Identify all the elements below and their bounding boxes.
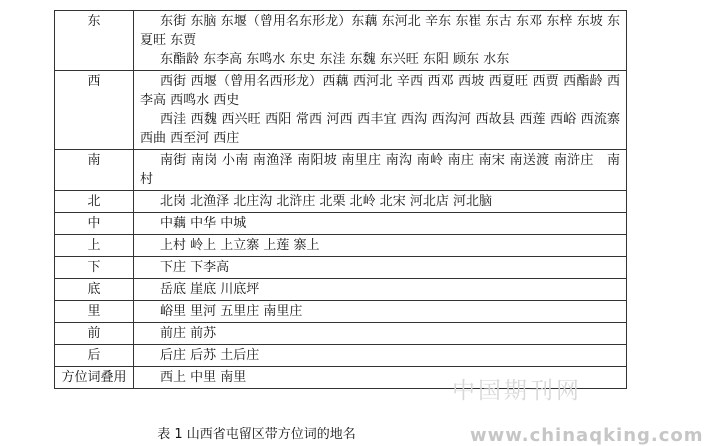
- table-row: [55, 11, 627, 71]
- table-caption: 表 1 山西省屯留区带方位词的地名: [157, 427, 356, 442]
- place-name-table: [54, 10, 627, 389]
- place-names-line: 西洼 西魏 西兴旺 西阳 常西 河西 西丰宜 西沟 西沟河 西故县 西莲 西峪 西流寨 西曲 西至河 西庄: [140, 112, 620, 146]
- watermark-url: www.chinaqking.com: [470, 425, 704, 446]
- place-names-line: 中藕 中华 中城: [160, 216, 247, 231]
- place-names-cell: [134, 150, 627, 191]
- place-names-line: 后庄 后苏 土后庄: [160, 348, 260, 363]
- direction-word-cell: 东: [55, 11, 134, 71]
- table-row: [55, 279, 627, 301]
- table-row: [55, 150, 627, 191]
- direction-word-cell: 南: [55, 150, 134, 191]
- place-names-cell: [134, 213, 627, 235]
- place-names-cell: [134, 191, 627, 213]
- direction-word-cell: 后: [55, 345, 134, 367]
- direction-word-cell: 底: [55, 279, 134, 301]
- place-names-line: 前庄 前苏: [160, 326, 217, 341]
- place-names-line: 东街 东脑 东堰（曾用名东形龙）东藕 东河北 辛东 东崔 东古 东邓 东梓 东坡 东夏旺 东贾: [140, 14, 620, 48]
- direction-word-cell: 中: [55, 213, 134, 235]
- place-names-line: 南街 南岗 小南 南渔泽 南阳坡 南里庄 南沟 南岭 南庄 南宋 南送渡 南浒庄 南村: [140, 153, 620, 187]
- place-names-line: 东酯龄 东李高 东鸣水 东史 东洼 东魏 东兴旺 东阳 顾东 水东: [160, 52, 510, 67]
- direction-word-cell: 方位词叠用: [55, 367, 134, 389]
- place-names-cell: [134, 345, 627, 367]
- place-names-line: 下庄 下李高: [160, 260, 230, 275]
- place-names-line: 上村 岭上 上立寨 上莲 寨上: [160, 238, 320, 253]
- table-row: [55, 213, 627, 235]
- table-row: [55, 257, 627, 279]
- place-names-line: 北岗 北渔泽 北庄沟 北浒庄 北栗 北岭 北宋 河北店 河北脑: [160, 194, 493, 209]
- direction-word-cell: 北: [55, 191, 134, 213]
- table-row: [55, 345, 627, 367]
- place-names-line: 西街 西堰（曾用名西形龙）西藕 西河北 辛西 西邓 西坡 西夏旺 西贾 西酯龄 西李高 西鸣水 西史: [140, 74, 620, 108]
- place-names-cell: [134, 11, 627, 71]
- table-row: [55, 71, 627, 150]
- place-names-line: 西上 中里 南里: [160, 370, 247, 385]
- table-row: [55, 323, 627, 345]
- table-row: [55, 235, 627, 257]
- direction-word-cell: 里: [55, 301, 134, 323]
- table-row: [55, 301, 627, 323]
- table-body: [55, 11, 627, 389]
- place-names-cell: [134, 323, 627, 345]
- table-row: [55, 191, 627, 213]
- direction-word-cell: 西: [55, 71, 134, 150]
- watermark-text: 中国期刊网: [452, 378, 582, 404]
- place-names-cell: [134, 235, 627, 257]
- place-names-cell: [134, 71, 627, 150]
- direction-word-cell: 上: [55, 235, 134, 257]
- place-names-cell: [134, 279, 627, 301]
- place-names-cell: [134, 301, 627, 323]
- direction-word-cell: 前: [55, 323, 134, 345]
- place-names-line: 岳底 崖底 川底坪: [160, 282, 260, 297]
- place-names-cell: [134, 257, 627, 279]
- direction-word-cell: 下: [55, 257, 134, 279]
- place-names-line: 峪里 里河 五里庄 南里庄: [160, 304, 303, 319]
